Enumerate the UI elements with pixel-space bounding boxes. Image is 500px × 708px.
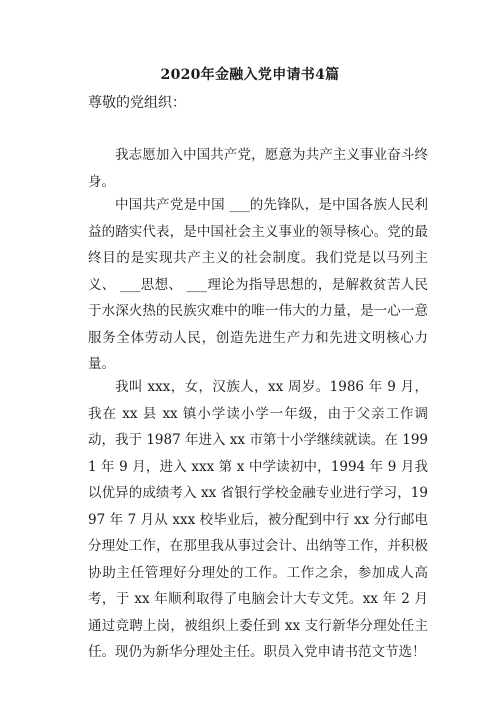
paragraph-pledge: 我志愿加入中国共产党，愿意为共产主义事业奋斗终身。 xyxy=(88,147,428,190)
paragraph-personal-history: 我叫 xxx，女，汉族人，xx 周岁。1986 年 9 月，我在 xx 县 xx 镇小学读小学一年级，由于父亲工作调动，我于 1987 年进入 xx 市第十小学继续就读。在 1991 年 9 月，进入 xxx 第 x 中学读初中，1994 年 9 月我以优异的成绩考入 xx 省银行学校金融专业进行学习，1997 年 7 月从 xxx 校毕业后，被分配到中行 xx 分行邮电分理处工作，在那里我从事过会计、出纳等工作，并积极协助主任管理好分理处的工作。工作之余，参加成人高考，于 xx 年顺利取得了电脑会计大专文凭。xx 年 2 月通过竞聘上岗，被组织上委任到 xx 支行新华分理处任主任。现仍为新华分理处主任。职员入党申请书范文节选！ xyxy=(88,379,428,660)
paragraph-party-description: 中国共产党是中国 ___的先锋队，是中国各族人民利益的踏实代表，是中国社会主义事业的领导核心。党的最终目的是实现共产主义的社会制度。我们党是以马列主义、 ___思想、 ___理论为指导思想的，是解救贫苦人民于水深火热的民族灾难中的唯一伟大的力量，是一心一意服务全体劳动人民，创造先进生产力和先进文明核心力量。 xyxy=(88,197,428,372)
document-title: 2020年金融入党申请书4篇 xyxy=(160,67,340,83)
salutation: 尊敬的党组织： xyxy=(88,95,186,111)
